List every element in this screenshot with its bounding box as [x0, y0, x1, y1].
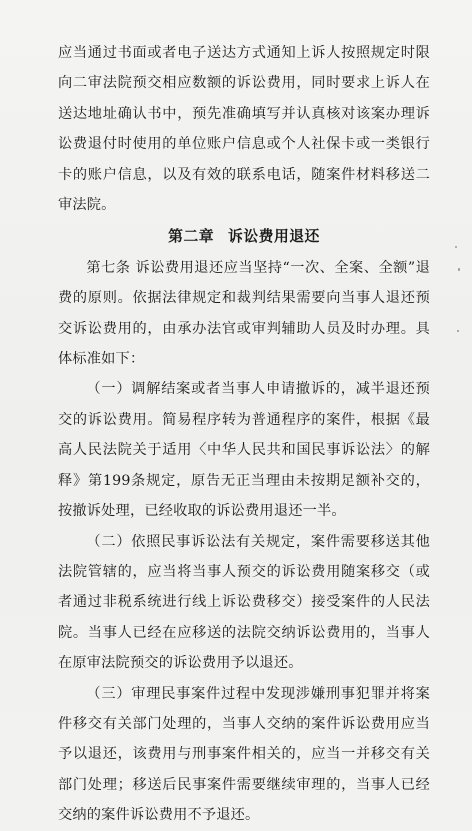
clause-2-paragraph: （二）依照民事诉讼法有关规定，案件需要移送其他法院管辖的，应当将当事人预交的诉讼费用随案移交（或者通过非税系统进行线上诉讼费移交）接受案件的人民法院。当事人已经在应移送的法院交纳诉讼费用的，当事人在原审法院预交的诉讼费用予以退还。	[58, 533, 430, 672]
article-7-paragraph: 第七条 诉讼费用退还应当坚持“一次、全案、全额”退费的原则。依据法律规定和裁判结果需要向当事人退还预交诉讼费用的，由承办法官或审判辅助人员及时办理。具体标准如下：	[58, 259, 430, 368]
intro-paragraph: 应当通过书面或者电子送达方式通知上诉人按照规定时限向二审法院预交相应数额的诉讼费用，同时要求上诉人在送达地址确认书中，预先准确填写并认真核对该案办理诉讼费退付时使用的单位账户信息或个人社保卡或一类银行卡的账户信息，以及有效的联系电话，随案件材料移送二审法院。	[58, 45, 430, 214]
scan-speck	[457, 330, 459, 332]
scan-speck	[455, 246, 457, 248]
clause-3-paragraph: （三）审理民事案件过程中发现涉嫌刑事犯罪并将案件移交有关部门处理的，当事人交纳的案件诉讼费用应当予以退还，该费用与刑事案件相关的，应当一并移交有关部门处理；移送后民事案件需要继续审理的，当事人已经交纳的案件诉讼费用不予退还。	[58, 685, 430, 824]
chapter-number: 第二章	[168, 228, 215, 246]
scan-speck	[458, 268, 460, 271]
clause-1-paragraph: （一）调解结案或者当事人申请撤诉的，减半退还预交的诉讼费用。简易程序转为普通程序的案件，根据《最高人民法院关于适用〈中华人民共和国民事诉讼法〉的解释》第199条规定，原告无正当理由未按期足额补交的，按撤诉处理，已经收取的诉讼费用退还一半。	[58, 381, 430, 520]
chapter-heading	[58, 222, 430, 252]
chapter-title: 诉讼费用退还	[228, 228, 320, 246]
